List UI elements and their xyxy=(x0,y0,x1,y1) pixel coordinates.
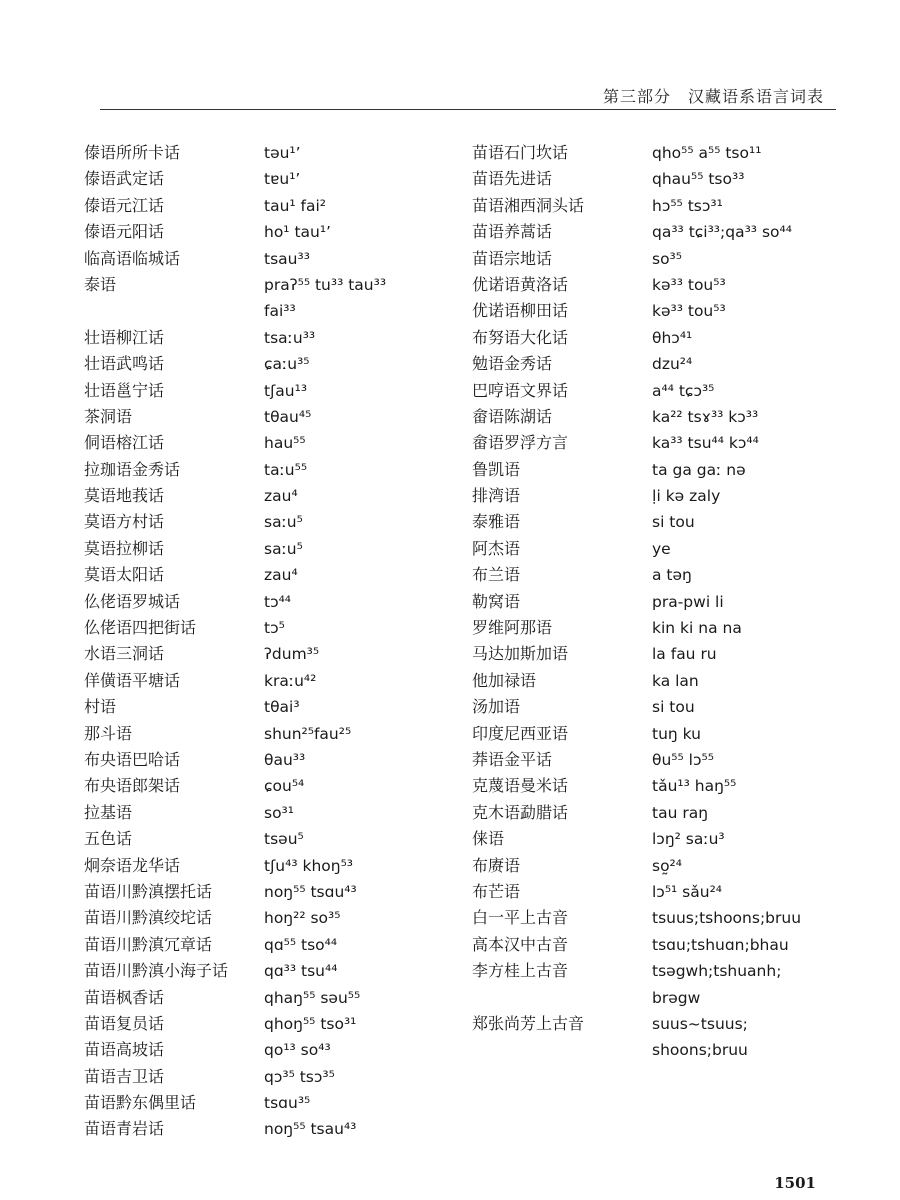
language-name: 勒窝语 xyxy=(472,591,521,611)
language-name: 克木语勐腊话 xyxy=(472,802,569,822)
language-name: 布芒语 xyxy=(472,881,521,901)
language-name: 巴哼语文界话 xyxy=(472,380,569,400)
language-name: 村语 xyxy=(84,697,117,717)
pronunciation: qhoŋ⁵⁵ tso³¹ xyxy=(264,1014,357,1033)
language-name: 优诺语黄洛话 xyxy=(472,274,569,294)
pronunciation: ta ga gaː nə xyxy=(652,460,746,479)
language-name: 莫语地莪话 xyxy=(84,486,165,506)
pronunciation: tsɑu;tshuɑn;bhau xyxy=(652,935,789,954)
pronunciation: la fau ru xyxy=(652,645,717,664)
language-name: 拉珈语金秀话 xyxy=(84,459,181,479)
pronunciation: tǎu¹³ haŋ⁵⁵ xyxy=(652,777,737,796)
language-name: 侗语榕江话 xyxy=(84,433,165,453)
pronunciation: ɕaːu³⁵ xyxy=(264,355,310,374)
pronunciation: hɔ⁵⁵ tsɔ³¹ xyxy=(652,196,723,215)
language-name: 畲语陈湖话 xyxy=(472,406,553,426)
pronunciation: ka²² tsɤ³³ kɔ³³ xyxy=(652,407,759,426)
language-name: 白一平上古音 xyxy=(472,908,569,928)
pronunciation: si tou xyxy=(652,513,695,532)
language-name: 高本汉中古音 xyxy=(472,934,569,954)
language-name: 阿杰语 xyxy=(472,538,521,558)
language-name: 壮语柳江话 xyxy=(84,327,165,347)
pronunciation: tau¹ fai² xyxy=(264,196,327,215)
language-name: 佯僙语平塘话 xyxy=(84,670,181,690)
pronunciation: taːu⁵⁵ xyxy=(264,460,308,479)
pronunciation: tʃu⁴³ khoŋ⁵³ xyxy=(264,856,353,875)
language-name: 茶洞语 xyxy=(84,406,133,426)
pronunciation: hoŋ²² so³⁵ xyxy=(264,909,341,928)
language-name: 苗语石门坎话 xyxy=(472,143,569,162)
language-name: 泰雅语 xyxy=(472,512,521,532)
language-name: 傣语武定话 xyxy=(84,169,165,189)
pronunciation: ye xyxy=(652,539,671,558)
language-name: 勉语金秀话 xyxy=(472,354,553,374)
pronunciation: so³⁵ xyxy=(652,249,682,268)
language-name: 畲语罗浮方言 xyxy=(472,433,569,453)
language-name: 苗语先进话 xyxy=(472,169,553,189)
pronunciation: lɔ⁵¹ sǎu²⁴ xyxy=(652,882,722,901)
language-name: 鲁凯语 xyxy=(472,459,521,479)
language-name: 苗语高坡话 xyxy=(84,1040,165,1060)
pronunciation: qho⁵⁵ a⁵⁵ tso¹¹ xyxy=(652,144,762,162)
language-name: 苗语复员话 xyxy=(84,1013,165,1033)
pronunciation: pra-pwi li xyxy=(652,592,724,611)
pronunciation: tɐu¹ʼ xyxy=(264,170,301,189)
pronunciation: so³¹ xyxy=(264,803,294,822)
language-name: 布赓语 xyxy=(472,855,521,875)
language-name: 壮语邕宁话 xyxy=(84,380,165,400)
pronunciation: brəgw xyxy=(652,988,701,1007)
language-name: 苗语养蒿话 xyxy=(472,222,553,242)
pronunciation: zau⁴ xyxy=(264,487,298,506)
language-name: 克蔑语曼米话 xyxy=(472,776,569,796)
language-name: 莫语太阳话 xyxy=(84,565,165,585)
pronunciation: təu¹ʼ xyxy=(264,144,301,162)
language-name: 马达加斯加语 xyxy=(472,644,569,664)
language-name: 汤加语 xyxy=(472,697,521,717)
pronunciation: tsəgwh;tshuanh; xyxy=(652,962,782,981)
language-name: 印度尼西亚语 xyxy=(472,723,569,743)
language-name: 苗语湘西洞头话 xyxy=(472,195,585,215)
language-name: 苗语黔东偶里话 xyxy=(84,1093,197,1113)
language-name: 布兰语 xyxy=(472,565,521,585)
pronunciation: ɕou⁵⁴ xyxy=(264,777,305,796)
pronunciation: θhɔ⁴¹ xyxy=(652,328,693,347)
pronunciation: tsaːu³³ xyxy=(264,328,316,347)
language-name: 罗维阿那语 xyxy=(472,618,553,638)
pronunciation: tsuus;tshoons;bruu xyxy=(652,909,802,928)
language-name: 布央语巴哈话 xyxy=(84,749,181,769)
language-name: 莽语金平话 xyxy=(472,749,553,769)
pronunciation: θu⁵⁵ lɔ⁵⁵ xyxy=(652,750,714,769)
pronunciation: tɔ⁵ xyxy=(264,619,285,638)
language-name: 李方桂上古音 xyxy=(472,961,569,981)
pronunciation: saːu⁵ xyxy=(264,539,303,558)
pronunciation: qɑ³³ tsu⁴⁴ xyxy=(264,962,338,981)
pronunciation: tuŋ ku xyxy=(652,724,701,743)
pronunciation: qɑ⁵⁵ tso⁴⁴ xyxy=(264,935,338,954)
pronunciation: tsau³³ xyxy=(264,249,310,268)
language-name: 仫佬语四把街话 xyxy=(84,618,197,638)
pronunciation: fai³³ xyxy=(264,302,296,321)
language-name: 莫语拉柳话 xyxy=(84,538,165,558)
pronunciation: kə³³ tou⁵³ xyxy=(652,302,726,321)
pronunciation: praʔ⁵⁵ tu³³ tau³³ xyxy=(264,275,387,294)
pronunciation: ʔdum³⁵ xyxy=(264,645,320,664)
language-name: 优诺语柳田话 xyxy=(472,301,569,321)
pronunciation: tɔ⁴⁴ xyxy=(264,592,292,611)
language-name: 布努语大化话 xyxy=(472,327,569,347)
page-number: 1501 xyxy=(774,1174,816,1192)
pronunciation: qhau⁵⁵ tso³³ xyxy=(652,170,745,189)
pronunciation: si tou xyxy=(652,698,695,717)
pronunciation: a⁴⁴ tɕɔ³⁵ xyxy=(652,381,715,400)
language-name: 莫语方村话 xyxy=(84,512,165,532)
pronunciation: lɔŋ² saːu³ xyxy=(652,830,725,849)
language-name: 傣语元江话 xyxy=(84,195,165,215)
language-name: 布央语郎架话 xyxy=(84,776,181,796)
pronunciation: a təŋ xyxy=(652,566,692,585)
pronunciation: tsɑu³⁵ xyxy=(264,1094,311,1113)
language-name: 苗语吉卫话 xyxy=(84,1066,165,1086)
pronunciation: qo¹³ so⁴³ xyxy=(264,1041,331,1060)
pronunciation: kraːu⁴² xyxy=(264,671,317,690)
running-header: 第三部分 汉藏语系语言词表 xyxy=(602,87,824,106)
pronunciation: shoons;bruu xyxy=(652,1041,748,1060)
pronunciation: kə³³ tou⁵³ xyxy=(652,275,726,294)
language-name: 那斗语 xyxy=(84,723,133,743)
language-name: 苗语青岩话 xyxy=(84,1119,165,1139)
language-name: 拉基语 xyxy=(84,802,133,822)
pronunciation: tau raŋ xyxy=(652,803,709,822)
pronunciation: tθai³ xyxy=(264,698,300,717)
language-name: 水语三洞话 xyxy=(84,644,165,664)
language-name: 五色话 xyxy=(84,829,133,849)
pronunciation: zau⁴ xyxy=(264,566,298,585)
language-name: 傣语元阳话 xyxy=(84,222,165,242)
language-name: 苗语川黔滇绞坨话 xyxy=(84,908,213,928)
pronunciation: ḷi kə zaly xyxy=(652,487,721,506)
pronunciation: saːu⁵ xyxy=(264,513,303,532)
language-name: 苗语川黔滇摆托话 xyxy=(84,881,213,901)
header-rule xyxy=(100,109,836,110)
pronunciation: qhaŋ⁵⁵ səu⁵⁵ xyxy=(264,988,361,1007)
language-name: 仫佬语罗城话 xyxy=(84,591,181,611)
pronunciation: so̰²⁴ xyxy=(652,856,682,875)
language-name: 苗语川黔滇冗章话 xyxy=(84,934,213,954)
pronunciation: tθau⁴⁵ xyxy=(264,407,312,426)
pronunciation: hau⁵⁵ xyxy=(264,434,306,453)
language-name: 临高语临城话 xyxy=(84,248,181,268)
language-name: 傣语所所卡话 xyxy=(84,143,181,162)
language-name: 苗语宗地话 xyxy=(472,248,553,268)
language-name: 泰语 xyxy=(84,274,117,294)
pronunciation: θau³³ xyxy=(264,750,306,769)
pronunciation: suus~tsuus; xyxy=(652,1014,748,1033)
pronunciation: qɔ³⁵ tsɔ³⁵ xyxy=(264,1067,335,1086)
pronunciation: dzu²⁴ xyxy=(652,355,693,374)
pronunciation: kin ki na na xyxy=(652,619,742,638)
pronunciation: noŋ⁵⁵ tsɑu⁴³ xyxy=(264,882,357,901)
pronunciation: ho¹ tau¹ʼ xyxy=(264,223,331,242)
language-name: 壮语武鸣话 xyxy=(84,354,165,374)
pronunciation: tʃau¹³ xyxy=(264,381,308,400)
language-name: 苗语枫香话 xyxy=(84,987,165,1007)
pronunciation: shun²⁵fau²⁵ xyxy=(264,724,352,743)
language-name: 排湾语 xyxy=(472,486,521,506)
language-name: 苗语川黔滇小海子话 xyxy=(84,961,229,981)
pronunciation: ka lan xyxy=(652,671,699,690)
pronunciation: tsəu⁵ xyxy=(264,830,304,849)
language-name: 郑张尚芳上古音 xyxy=(472,1013,585,1033)
pronunciation: ka³³ tsu⁴⁴ kɔ⁴⁴ xyxy=(652,434,759,453)
language-name: 他加禄语 xyxy=(472,670,537,690)
pronunciation: qa³³ tɕi³³;qa³³ so⁴⁴ xyxy=(652,223,792,242)
language-name: 炯奈语龙华话 xyxy=(84,855,181,875)
language-name: 俫语 xyxy=(472,829,505,849)
pronunciation: noŋ⁵⁵ tsau⁴³ xyxy=(264,1120,357,1139)
